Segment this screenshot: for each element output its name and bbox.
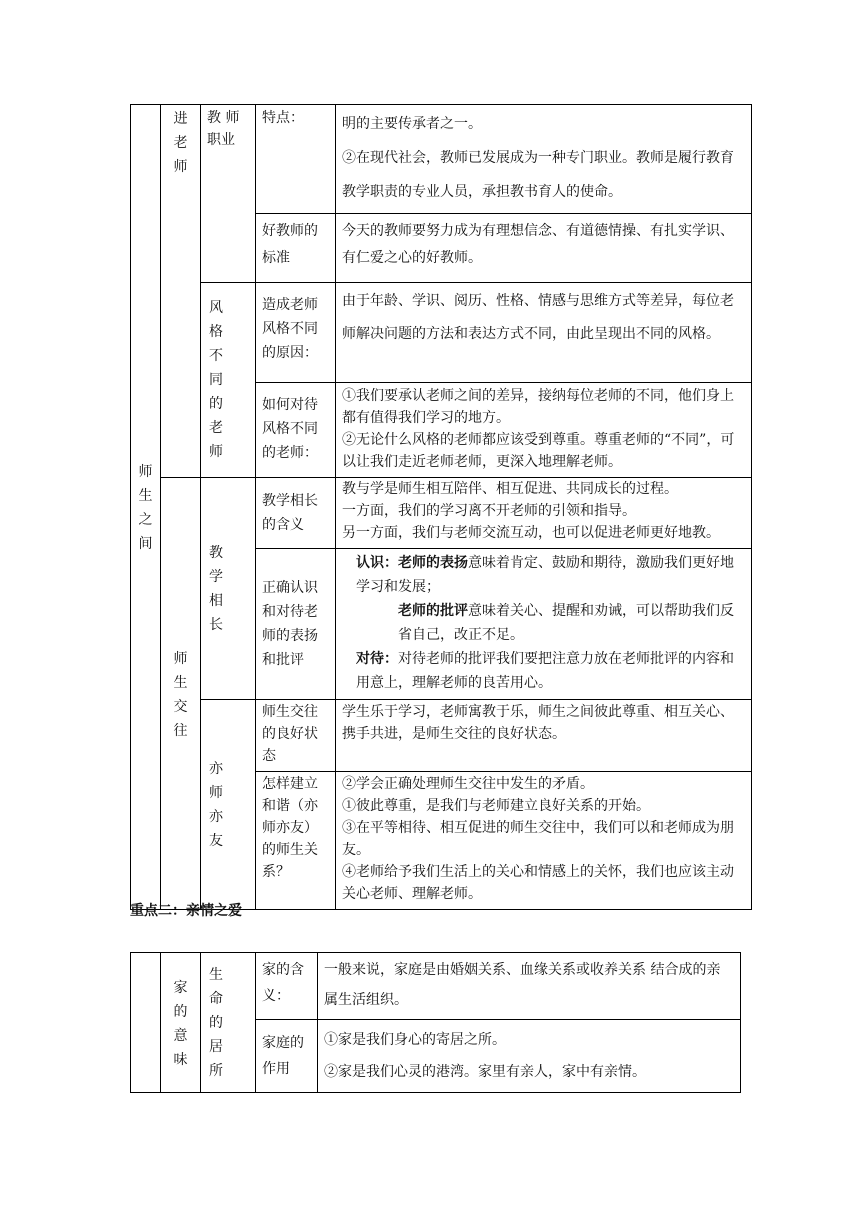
section-heading-family-love: 重点二：亲情之爱 <box>130 903 242 919</box>
label-how-to-build: 怎样建立和谐（亦师亦友）的师生关系？ <box>256 772 336 910</box>
group-style: 风 格 不 同 的 老 师 <box>201 283 256 478</box>
label-home-role: 家庭的作用 <box>256 1020 318 1093</box>
label-praise-criticism: 正确认识和对待老师的表扬和批评 <box>256 549 336 700</box>
content-features: 明的主要传承者之一。 ②在现代社会，教师已发展成为一种专门职业。教师是履行教育教学职责的专业人员，承担教书育人的使命。 <box>336 105 752 214</box>
blank-first-column <box>131 953 161 1093</box>
label-style-reason: 造成老师风格不同的原因： <box>256 283 336 383</box>
label-home-meaning: 家的含义： <box>256 953 318 1020</box>
label-teaching-meaning: 教学相长的含义 <box>256 478 336 549</box>
group-teaching: 教 学 相长 <box>201 478 256 700</box>
teacher-student-table <box>130 104 752 910</box>
content-home-role: ①家是我们身心的寄居之所。 ②家是我们心灵的港湾。家里有亲人，家中有亲情。 <box>318 1020 741 1093</box>
content-style-reason: 由于年龄、学识、阅历、性格、情感与思维方式等差异，每位老师解决问题的方法和表达方式不同，由此呈现出不同的风格。 <box>336 283 752 383</box>
section-label-home-meaning: 家的意味 <box>161 953 201 1093</box>
label-good-teacher: 好教师的标准 <box>256 214 336 283</box>
content-teaching-meaning: 教与学是师生相互陪伴、相互促进、共同成长的过程。 一方面，我们的学习离不开老师的引领和指导。 另一方面，我们与老师交流互动，也可以促进老师更好地教。 <box>336 478 752 549</box>
content-treat-style: ①我们要承认老师之间的差异，接纳每位老师的不同，他们身上都有值得我们学习的地方。 ②无论什么风格的老师都应该受到尊重。尊重老师的“不同”，可以让我们走近老师老师，更深入地理解老师。 <box>336 383 752 478</box>
group-living-place: 生 命 的 居所 <box>201 953 256 1093</box>
content-how-to-build: ②学会正确处理师生交往中发生的矛盾。 ①彼此尊重，是我们与老师建立良好关系的开始。 ③在平等相待、相互促进的师生交往中，我们可以和老师成为朋友。 ④老师给予我们生活上的关心和情感上的关怀，我们也应该主动关心老师、理解老师。 <box>336 772 752 910</box>
group-friend: 亦 师 亦友 <box>201 700 256 910</box>
label-features: 特点： <box>256 105 336 214</box>
section-label-enter-teacher: 进老师 <box>161 105 201 478</box>
label-good-state: 师生交往的良好状态 <box>256 700 336 772</box>
content-praise-criticism: 认识：老师的表扬意味着肯定、鼓励和期待，激励我们更好地学习和发展； 老师的批评意味着关心、提醒和劝诫，可以帮助我们反省自己，改正不足。 对待：对待老师的批评我们要把注意力放在老师批评的内容和用意上，理解老师的良苦用心。 <box>336 549 752 700</box>
family-table <box>130 952 741 1093</box>
content-good-teacher: 今天的教师要努力成为有理想信念、有道德情操、有扎实学识、有仁爱之心的好教师。 <box>336 214 752 283</box>
label-treat-style: 如何对待风格不同的老师： <box>256 383 336 478</box>
section-label-teacher-student: 师生之间 <box>131 105 161 910</box>
content-home-meaning: 一般来说，家庭是由婚姻关系、血缘关系或收养关系 结合成的亲属生活组织。 <box>318 953 741 1020</box>
content-good-state: 学生乐于学习，老师寓教于乐，师生之间彼此尊重、相互关心、携手共进，是师生交往的良好状态。 <box>336 700 752 772</box>
section-label-interaction: 师生交往 <box>161 478 201 910</box>
group-teacher-job: 教 师 职业 <box>201 105 256 283</box>
